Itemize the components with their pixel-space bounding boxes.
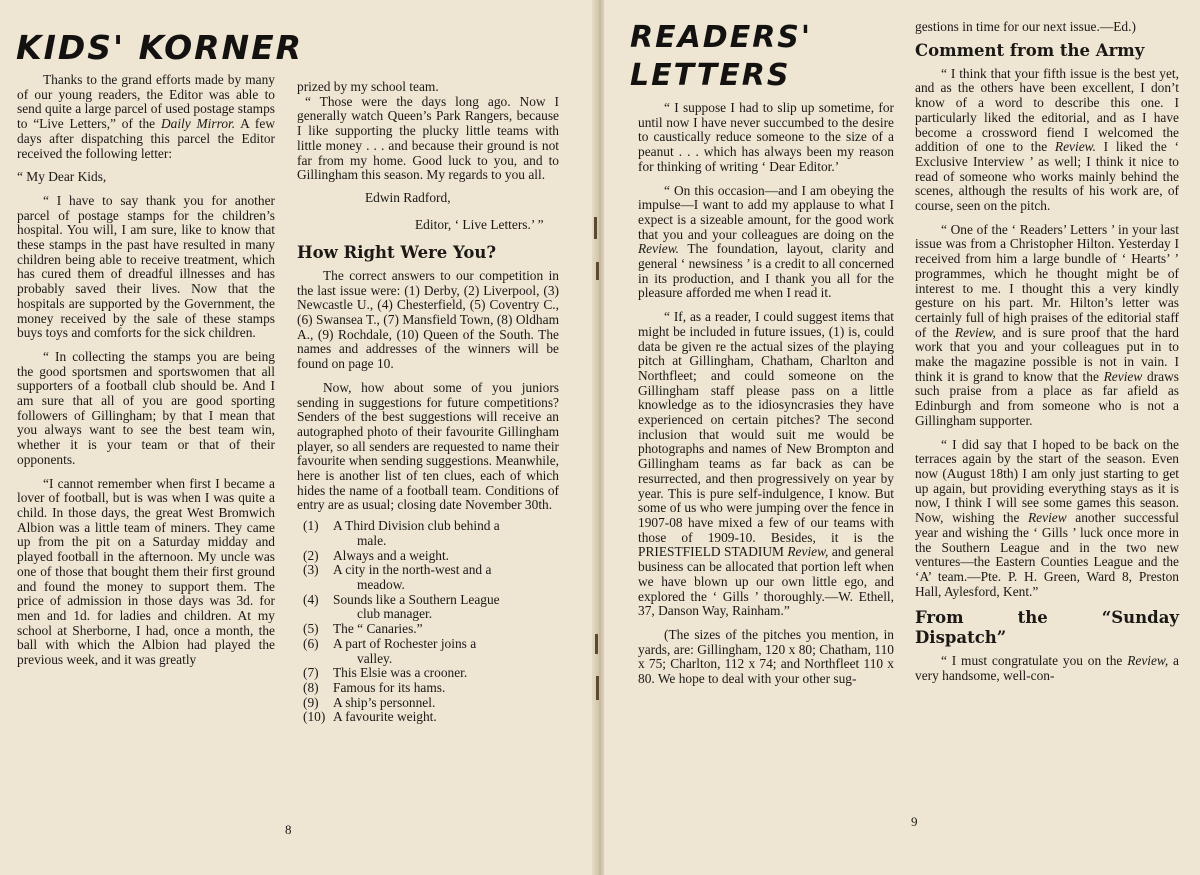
paragraph: prized by my school team. <box>297 79 439 94</box>
paragraph: “ On this occasion—and I am obeying the impulse—I want to add my applause to what I expect is a sizeable amount, for the good work that you and your colleagues are doing on the Review. The foundation, layout, clarity and general ‘ newsiness ’ is a credit to all concerned in its production, and I thank you all for the pleasure afforded me when I read it. <box>638 182 894 301</box>
signature-name: Edwin Radford, <box>365 189 451 205</box>
list-item: (10) A favourite weight. <box>303 709 437 725</box>
editor-note: (The sizes of the pitches you mention, in yards, are: Gillingham, 120 x 80; Chatham, 110 x 75; Charlton, 112 x 74; and Northfleet 110 x 80. We hope to deal with your other sug- <box>638 626 894 687</box>
kids-korner-title: KIDS' KORNER <box>16 28 304 67</box>
staple-mark <box>595 634 598 654</box>
list-item: (6) A part of Rochester joins a valley. <box>303 635 477 666</box>
paragraph: “ One of the ‘ Readers’ Letters ’ in your last issue was from a Christopher Hilton. Yesterday I received from him a large bundle of ‘ Hearts’ ’ programmes, which he thought might be of interest to me. I thought this a very kindly gesture on his part. Mr. Hilton’s letter was certainly full of high praises of the editorial staff of the Review, and is sure proof that the hard work that you and your colleagues put in to make the magazine possible is not in vain. I think it is grand to know that the Review draws such praise from a place as far afield as Edinburgh and from someone who is not a Gillingham supporter. <box>915 221 1179 428</box>
left-column-1 <box>17 73 275 668</box>
list-item: (3) A city in the north-west and a meadow. <box>303 562 492 592</box>
paragraph: “ I must congratulate you on the Review, a very handsome, well-con- <box>915 653 1179 684</box>
paragraph: The correct answers to our competition in the last issue were: (1) Derby, (2) Liverpool, (3) Newcastle U., (4) Chesterfield, (5) Coventry C., (6) Swansea T., (7) Mansfield Town, (8) Oldham A., (9) Rochdale, (10) Queen of the South. The names and addresses of the winners will be found on page 10. <box>297 267 559 372</box>
paragraph: “ If, as a reader, I could suggest items that might be included in future issues, (1) is, could data be given re the actual sizes of the playing pitch at Gillingham, Chatham, Charlton and Northfleet; and could someone on the Gillingham staff please pass on a little knowledge as to the idiosyncrasies they have experienced on certain pitches? The second inclusion that would suit me would be photographs and names of New Brompton and Gillingham teams as far back as can be resurrected, and then progressively on year by year. This is pure self-indulgence, I know. But some of us who were jumping over the fence in 1907-08 have mixed a few of our teams with those of 1909-10. Besides, it is the PRIESTFIELD STADIUM Review, and general business can be allocated that portion left when we have blown up our own little ego, and explored the ‘ Gills ’ thoroughly.—W. Ethell, 37, Danson Way, Rainham.” <box>638 309 894 619</box>
paragraph: “ I did say that I hoped to be back on the terraces again by the start of the season. Even now (August 18th) I am only just starting to get up again, but providing everything stays as it is now, I think I will see some games this season. Now, wishing the Review another successful year and wishing the ‘ Gills ’ luck once more in the Southern League and in the two new ventures—the Eastern Counties League and the ‘A’ team.—Pte. P. H. Green, Ward 8, Preston Hall, Aylesford, Kent.” <box>915 436 1179 599</box>
clue-list <box>303 519 559 725</box>
list-item: (4) Sounds like a Southern League club manager. <box>303 591 500 622</box>
right-page <box>604 0 1200 875</box>
paragraph: “ In collecting the stamps you are being the good sportsmen and sportswomen that all supporters of a football club should be. And I am sure that all of you are good sporting followers of Gillingham; by that I mean that you always want to see the best team win, whether it is your team or that of their opponents. <box>17 348 275 467</box>
readers-letters-title-line1: READERS' <box>630 20 813 55</box>
sunday-dispatch-heading: From the “Sunday Dispatch” <box>915 608 1179 648</box>
right-column-1 <box>638 101 894 687</box>
paragraph: Now, how about some of you juniors sending in suggestions for future competitions? Senders of the best suggestions will receive an autographed photo of their favourite Gillingham player, so all senders are requested to name their favourite when sending suggestions. Meanwhile, here is another list of ten clues, each of which hides the name of a football team. Conditions of entry are as usual; closing date November 30th. <box>297 379 559 513</box>
paragraph: “ Those were the days long ago. Now I generally watch Queen’s Park Rangers, because I like supporting the plucky little teams with little money . . . and because their ground is not far from my home. Good luck to you, and to Gillingham this season. My regards to you all. <box>297 93 559 183</box>
left-column-2 <box>297 80 559 725</box>
page-number: 9 <box>911 814 918 829</box>
staple-mark <box>596 262 599 280</box>
comment-from-army-heading: Comment from the Army <box>915 40 1145 60</box>
how-right-heading: How Right Were You? <box>297 242 497 262</box>
readers-letters-title-line2: LETTERS <box>630 58 791 93</box>
paragraph: “ I have to say thank you for another parcel of postage stamps for the children’s hospital. You will, I am sure, like to know that these stamps in the past have resulted in many children being able to receive treatment, which has cured them of dreadful illnesses and has probably saved their lives. Now that the hospitals are supported by the Government, the money received by the sale of these stamps buys toys and comforts for the sick children. <box>17 192 275 341</box>
list-item: (5) The “ Canaries.” <box>303 621 423 637</box>
signature-title: Editor, ‘ Live Letters.’ ” <box>415 216 544 232</box>
staple-mark <box>596 676 599 700</box>
left-page <box>0 0 598 875</box>
list-item: (2) Always and a weight. <box>303 547 450 563</box>
paragraph: “I cannot remember when first I became a lover of football, but is was when I was quite a child. In those days, the great West Bromwich Albion was a little team of miners. They came up from the pit on a Saturday midday and played football in the afternoon. My uncle was one of those that bought them their first ground and found the money to support them. The price of admission in those days was 3d. for men and 1d. for ladies and children. At my school at Sherborne, I had, once a month, the ball with which the Albion had played the previous week, and it was greatly <box>17 475 275 668</box>
list-item: (8) Famous for its hams. <box>303 679 446 695</box>
paragraph: “ I suppose I had to slip up sometime, for until now I have never succumbed to the desire to caustically reduce someone to the size of a peanut . . . which has always been my reason for thinking of writing ‘ Dear Editor.’ <box>638 100 894 174</box>
page-number: 8 <box>285 822 292 837</box>
salutation: “ My Dear Kids, <box>17 169 107 185</box>
paragraph: “ I think that your fifth issue is the best yet, and as the others have been excellent, I don’t know of a word to describe this one. I particularly liked the editorial, and as I have become a crossword fiend I welcomed the addition of one to the Review. I liked the ‘ Exclusive Interview ’ as well; I think it nice to read of someone who works mainly behind the scenes, although the results of his work are, of course, seen on the pitch. <box>915 65 1179 214</box>
paragraph: Thanks to the grand efforts made by many of our young readers, the Editor was able to send quite a large parcel of used postage stamps to “Live Letters,” of the Daily Mirror. A few days after dispatching this parcel the Editor received the following letter: <box>17 72 275 161</box>
staple-mark <box>594 217 597 239</box>
list-item: (7) This Elsie was a crooner. <box>303 665 468 681</box>
list-item: (1) A Third Division club behind a male. <box>303 518 500 548</box>
editor-note-continued: gestions in time for our next issue.—Ed.) <box>915 19 1136 34</box>
right-column-2 <box>915 20 1179 684</box>
list-item: (9) A ship’s personnel. <box>303 694 436 710</box>
